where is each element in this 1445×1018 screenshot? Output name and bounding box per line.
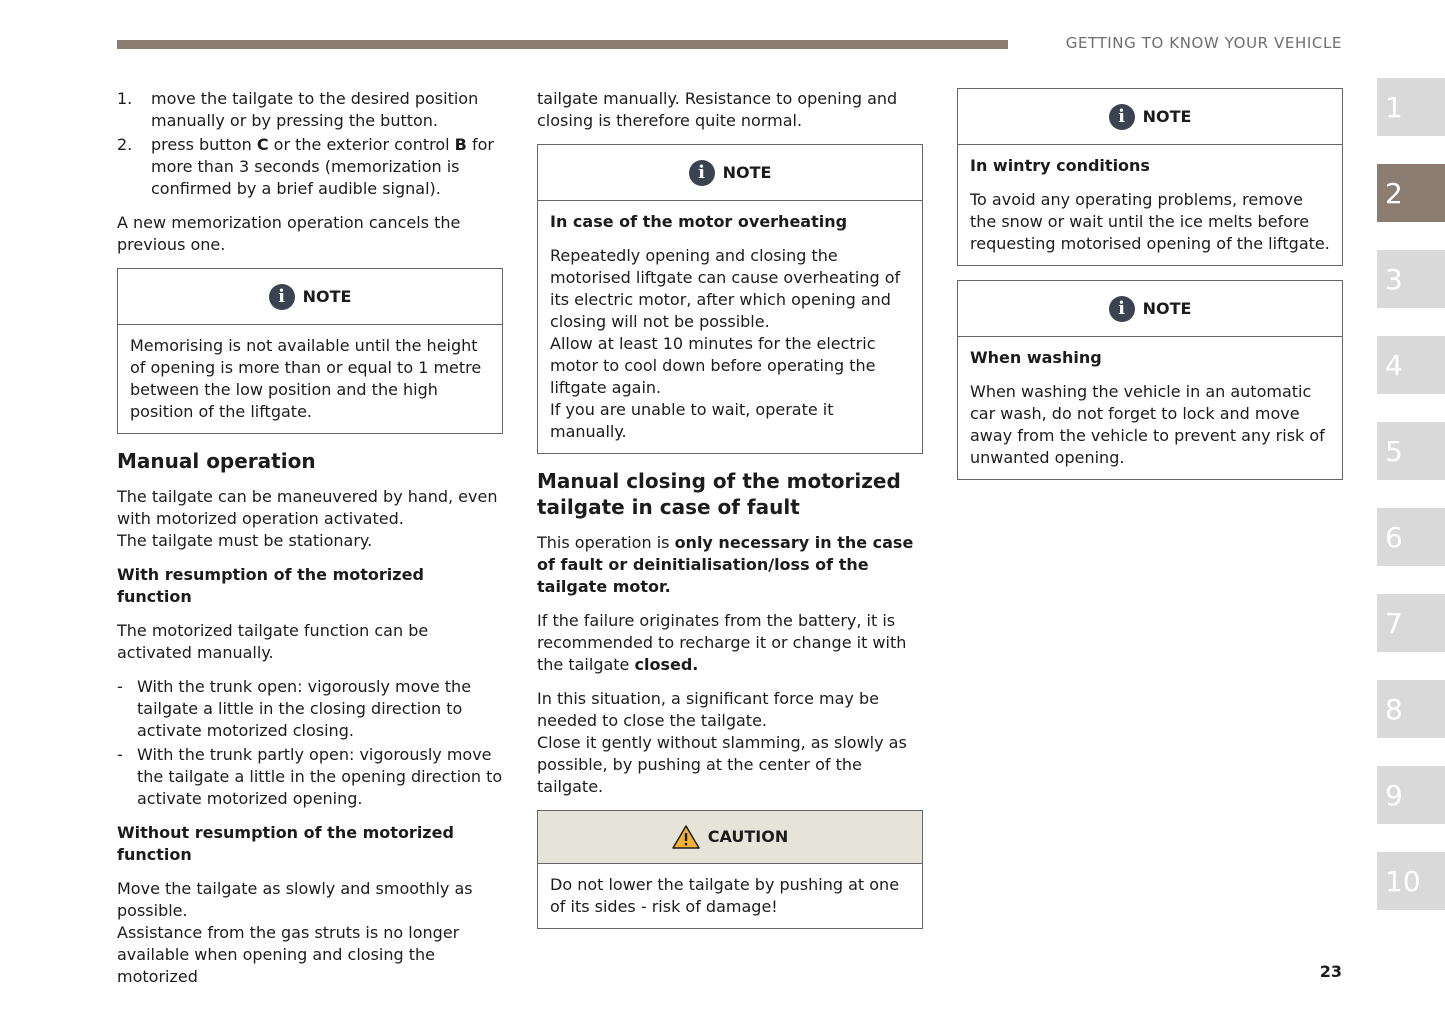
chapter-tab-9[interactable]: 9: [1377, 766, 1445, 824]
note-body: In wintry conditions To avoid any operating problems, remove the snow or wait until the ice melts before requesting motorised opening of the liftgate.: [970, 156, 1330, 253]
note-label: NOTE: [1142, 298, 1192, 318]
caution-body: Do not lower the tailgate by pushing at one of its sides - risk of damage!: [550, 875, 900, 916]
note-header: [538, 145, 922, 201]
chapter-tab-8[interactable]: 8: [1377, 680, 1445, 738]
chapter-tab-7[interactable]: 7: [1377, 594, 1445, 652]
fault-text-1: This operation is only necessary in the case of fault or deinitialisation/loss of the tailgate motor.: [537, 533, 914, 596]
button-c-ref: C: [256, 135, 269, 154]
note-subtitle: In wintry conditions: [970, 156, 1150, 175]
fault-text-2: If the failure originates from the battery, it is recommended to recharge it or change it with the tailgate closed.: [537, 611, 907, 674]
memorization-cancel-text: A new memorization operation cancels the previous one.: [117, 213, 461, 254]
info-icon: i: [689, 160, 715, 186]
note-box-overheating: [537, 144, 923, 454]
note-label: NOTE: [1142, 106, 1192, 126]
chapter-tab-2[interactable]: 2: [1377, 164, 1445, 222]
info-icon: i: [269, 284, 295, 310]
note-header: [118, 269, 502, 325]
note-body: In case of the motor overheating Repeatedly opening and closing the motorised liftgate can cause overheating of its electric motor, after which opening and closing will not be possible. Allow at least 10 minutes for the electric motor to cool down before operating the liftgate again. If you are unable to wait, operate it manually.: [538, 201, 922, 453]
note-box-memorising: [117, 268, 503, 434]
note-body: Memorising is not available until the height of opening is more than or equal to 1 metre between the low position and the high position of the liftgate.: [130, 336, 482, 421]
chapter-tab-3[interactable]: 3: [1377, 250, 1445, 308]
page-number: 23: [1319, 962, 1342, 981]
column-1: [117, 88, 503, 1000]
caution-box: [537, 810, 923, 929]
column-3: [957, 88, 1343, 494]
continued-text: tailgate manually. Resistance to opening and closing is therefore quite normal.: [537, 89, 898, 130]
info-icon: i: [1109, 104, 1135, 130]
chapter-tab-4[interactable]: 4: [1377, 336, 1445, 394]
caution-label: CAUTION: [707, 827, 789, 846]
note-label: NOTE: [722, 162, 772, 182]
control-b-ref: B: [454, 135, 467, 154]
note-box-wintry: [957, 88, 1343, 266]
subtitle-without-resumption: Without resumption of the motorized function: [117, 823, 454, 864]
note-subtitle: When washing: [970, 348, 1102, 367]
section-title-manual-operation: Manual operation: [117, 449, 316, 473]
note-subtitle: In case of the motor overheating: [550, 212, 848, 231]
caution-header: [538, 811, 922, 864]
note-box-washing: [957, 280, 1343, 480]
subtitle-with-resumption: With resumption of the motorized function: [117, 565, 424, 606]
without-resumption-text: Move the tailgate as slowly and smoothly as possible. Assistance from the gas struts is no longer available when opening and closing the motorized: [117, 879, 473, 986]
column-2: [537, 88, 923, 943]
warning-triangle-icon: [672, 824, 700, 850]
header-rule: [117, 40, 1008, 49]
chapter-tab-10[interactable]: 10: [1377, 852, 1445, 910]
note-body: When washing When washing the vehicle in an automatic car wash, do not forget to lock and move away from the vehicle to prevent any risk of unwanted opening.: [958, 337, 1342, 479]
step-1: 1. move the tailgate to the desired position manually or by pressing the button.: [117, 89, 479, 130]
chapter-title: GETTING TO KNOW YOUR VEHICLE: [1065, 34, 1342, 52]
with-resumption-text: The motorized tailgate function can be activated manually.: [117, 621, 429, 662]
info-icon: i: [1109, 296, 1135, 322]
note-label: NOTE: [302, 286, 352, 306]
chapter-tab-1[interactable]: 1: [1377, 78, 1445, 136]
chapter-tab-5[interactable]: 5: [1377, 422, 1445, 480]
manual-operation-text: The tailgate can be maneuvered by hand, even with motorized operation activated. The tailgate must be stationary.: [117, 487, 498, 550]
list-item: - With the trunk partly open: vigorously move the tailgate a little in the opening direction to activate motorized opening.: [117, 745, 503, 808]
section-title-manual-closing: Manual closing of the motorized tailgate in case of fault: [537, 469, 901, 519]
list-item: - With the trunk open: vigorously move the tailgate a little in the closing direction to activate motorized closing.: [117, 677, 472, 740]
step-2: 2. press button C or the exterior control B for more than 3 seconds (memorization is confirmed by a brief audible signal).: [117, 135, 494, 198]
with-resumption-list: [117, 676, 503, 810]
memorization-steps: [117, 88, 503, 200]
note-header: [958, 89, 1342, 145]
chapter-tab-6[interactable]: 6: [1377, 508, 1445, 566]
fault-text-3: In this situation, a significant force may be needed to close the tailgate. Close it gently without slamming, as slowly as possible, by pushing at the center of the tailgate.: [537, 689, 907, 796]
note-header: [958, 281, 1342, 337]
